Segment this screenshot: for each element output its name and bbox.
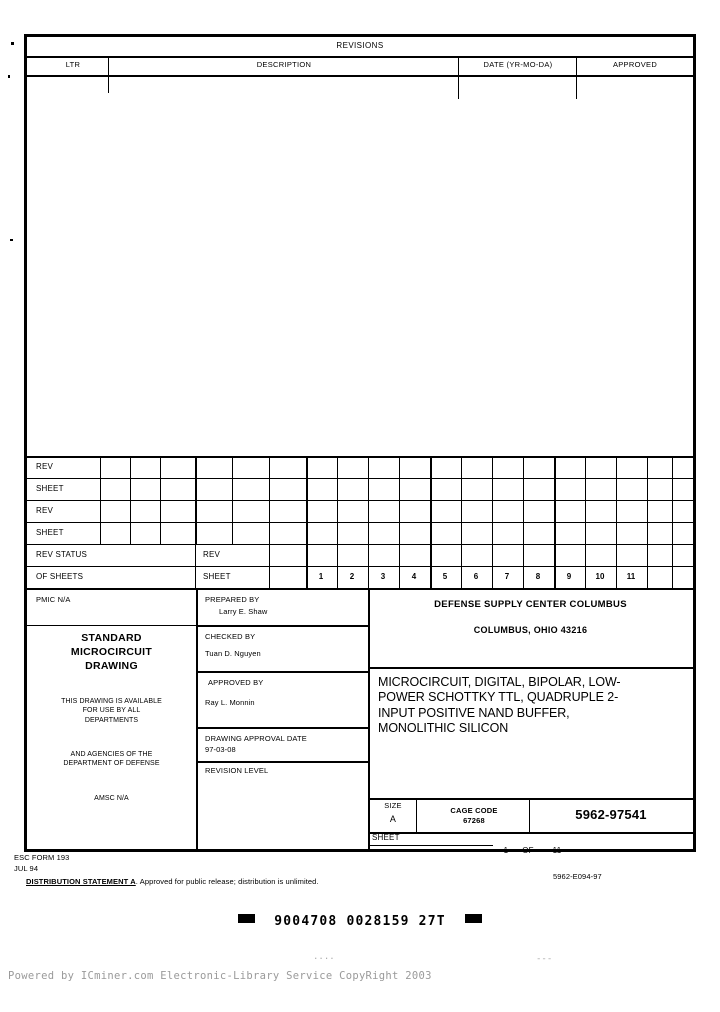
rs-col (232, 456, 233, 544)
tb-sheet-current: 1 (503, 846, 509, 855)
tb-date-rule (196, 761, 368, 763)
tb-sheet-label: SHEET (372, 833, 400, 842)
tb-sheet-underline (368, 845, 493, 846)
tb-checked-by-label: CHECKED BY (205, 632, 256, 641)
rs-col-num (461, 456, 462, 588)
rs-col-num (647, 456, 648, 588)
tb-approved-by-label: APPROVED BY (208, 678, 264, 687)
rs-col-num (399, 456, 400, 588)
tb-approved-rule (196, 727, 368, 729)
rs-sheet-number: 5 (442, 572, 448, 581)
tb-smd-heading (27, 631, 196, 674)
rs-rule-1 (27, 478, 693, 479)
revisions-header-rule (27, 75, 693, 77)
rs-sub-sheet: SHEET (203, 572, 231, 581)
rs-status-label-line2: OF SHEETS (36, 572, 84, 581)
tb-sheet-total: 11 (552, 846, 562, 855)
revisions-stub-description (458, 75, 459, 99)
revisions-col-ltr: LTR (65, 60, 81, 69)
tb-device-title-line3: INPUT POSITIVE NAND BUFFER, (378, 705, 570, 720)
tb-approved-by-name: Ray L. Monnin (205, 698, 255, 707)
tb-smd-line2: MICROCIRCUIT (70, 646, 153, 659)
rs-label-rev-1: REV (36, 462, 54, 471)
scan-speckle (11, 42, 14, 45)
tb-availability-line5: DEPARTMENT OF DEFENSE (63, 760, 160, 768)
rs-col (130, 456, 131, 544)
tb-availability-line3: DEPARTMENTS (84, 716, 139, 724)
rs-rule-0 (27, 456, 693, 458)
rs-sheet-number: 2 (349, 572, 355, 581)
tb-checked-by-name: Tuan D. Nguyen (205, 649, 261, 658)
tb-availability-line1: THIS DRAWING IS AVAILABLE (61, 698, 162, 705)
rs-label-rev-2: REV (36, 506, 54, 515)
rs-sheet-number: 3 (380, 572, 386, 581)
distribution-statement (26, 877, 319, 886)
tb-approval-date-label: DRAWING APPROVAL DATE (205, 734, 307, 743)
rs-col-num (616, 456, 617, 588)
rs-col-num (492, 456, 493, 588)
revisions-divider-ltr (108, 56, 109, 75)
tb-device-title-line4: MONOLITHIC SILICON (378, 720, 509, 735)
tb-checked-rule (196, 671, 368, 673)
tb-availability-1 (27, 697, 196, 725)
ocr-block-left (238, 914, 255, 923)
distribution-statement-body: . Approved for public release; distribution is unlimited. (135, 877, 319, 886)
revisions-divider-date (576, 56, 577, 75)
tb-drawing-number: 5962-97541 (575, 807, 647, 822)
rs-sheet-number: 9 (566, 572, 572, 581)
footer-form-line1: ESC FORM 193 (14, 853, 70, 862)
footer-form-line2: JUL 94 (14, 864, 39, 873)
tb-top-rule (27, 588, 693, 590)
tb-sheet-rule (368, 832, 693, 834)
rs-sheet-number: 6 (473, 572, 479, 581)
rs-col-num (672, 456, 673, 588)
distribution-statement-heading: DISTRIBUTION STATEMENT A (26, 877, 136, 886)
scan-speckle (8, 75, 10, 78)
tb-device-title-line2: POWER SCHOTTKY TTL, QUADRUPLE 2- (378, 690, 619, 705)
rs-sheet-number: 7 (504, 572, 510, 581)
revisions-divider-description (458, 56, 459, 75)
rs-col-num (430, 456, 432, 588)
rs-rule-2 (27, 500, 693, 501)
tb-sheet-of: OF (522, 846, 534, 855)
tb-prepared-by-name: Larry E. Shaw (219, 607, 268, 616)
rs-col-num (523, 456, 524, 588)
tb-size-divider (416, 798, 417, 832)
rs-col-num (554, 456, 556, 588)
library-service-watermark: Powered by ICminer.com Electronic-Library Service CopyRight 2003 (8, 970, 432, 982)
scan-speckle (10, 239, 13, 241)
rs-col-num (306, 456, 308, 588)
tb-agency-name: DEFENSE SUPPLY CENTER COLUMBUS (434, 599, 627, 610)
tb-availability-line2: FOR USE BY ALL (82, 707, 141, 715)
tb-prepared-by-label: PREPARED BY (205, 595, 260, 604)
revisions-col-description: DESCRIPTION (256, 60, 312, 69)
tb-approval-date-value: 97-03-08 (205, 745, 236, 754)
tb-agency-rule (368, 667, 693, 669)
ocr-text: 9004708 0028159 27T (274, 914, 446, 929)
tb-size-label: SIZE (384, 801, 402, 810)
tb-size-value: A (389, 814, 397, 824)
rs-col-num (337, 456, 338, 588)
rs-label-divider (100, 456, 101, 544)
tb-pmic: PMIC N/A (36, 595, 71, 604)
revisions-col-date: DATE (YR-MO-DA) (483, 60, 553, 69)
revisions-title: REVISIONS (336, 41, 384, 50)
rs-status-divider (195, 544, 196, 588)
scan-dot-row-right: --- (536, 954, 553, 964)
rs-col (195, 456, 197, 544)
rs-col-num (368, 456, 369, 588)
rs-sheet-number: 11 (626, 572, 636, 581)
rs-col (160, 456, 161, 544)
tb-divider-left (196, 588, 198, 852)
tb-prepared-rule (196, 625, 368, 627)
revisions-stub-ltr (108, 75, 109, 93)
ocr-block-right (465, 914, 482, 923)
rs-sheet-number: 1 (318, 572, 324, 581)
ocr-identification-line (0, 914, 720, 929)
tb-availability-line4: AND AGENCIES OF THE (70, 751, 153, 758)
revisions-title-rule (27, 56, 693, 58)
rs-sheet-number: 8 (535, 572, 541, 581)
rs-sheet-number: 10 (595, 572, 605, 581)
tb-smd-line3: DRAWING (85, 660, 138, 673)
tb-agency-city: COLUMBUS, OHIO 43216 (473, 625, 588, 635)
revisions-col-approved: APPROVED (612, 60, 658, 69)
tb-availability-2 (27, 750, 196, 769)
tb-revision-level-label: REVISION LEVEL (205, 766, 269, 775)
rs-rule-5 (27, 566, 693, 567)
rs-sub-rev: REV (203, 550, 221, 559)
rs-subrow-divider (269, 544, 270, 588)
rev-status-grid (27, 456, 693, 601)
scan-dot-row-left: .... (313, 952, 335, 962)
tb-cage-code-label: CAGE CODE (450, 806, 498, 815)
rs-sheet-number: 4 (411, 572, 417, 581)
tb-device-title (378, 675, 690, 736)
rs-label-sheet-1: SHEET (36, 484, 64, 493)
tb-pmic-rule (27, 625, 196, 626)
revisions-stub-date (576, 75, 577, 99)
footer-document-code: 5962-E094-97 (553, 872, 602, 881)
rs-rule-4 (27, 544, 693, 545)
rs-col (269, 456, 270, 544)
rs-rule-3 (27, 522, 693, 523)
tb-cage-code-value: 67268 (463, 816, 485, 825)
rs-label-sheet-2: SHEET (36, 528, 64, 537)
drawing-border-frame (24, 34, 696, 855)
tb-device-title-line1: MICROCIRCUIT, DIGITAL, BIPOLAR, LOW- (378, 675, 621, 689)
rs-col-num (585, 456, 586, 588)
tb-smd-line1: STANDARD (81, 632, 142, 644)
rs-status-label-line1: REV STATUS (36, 550, 88, 559)
tb-amsc: AMSC N/A (94, 795, 129, 802)
